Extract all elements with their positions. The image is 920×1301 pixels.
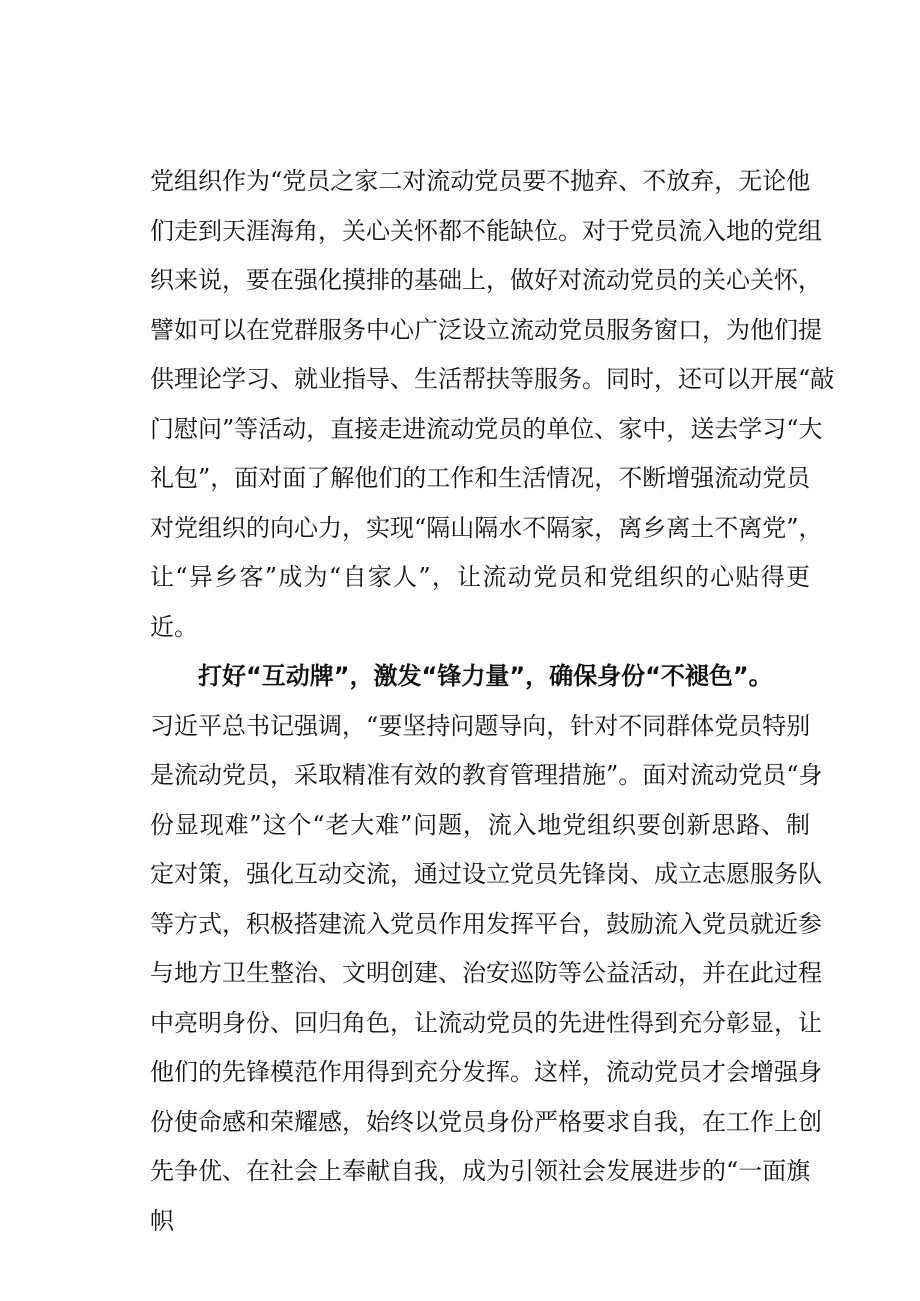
paragraph-line: 份显现难”这个“老大难”问题，流入地党组织要创新思路、制 [150,810,810,839]
paragraph-line: 是流动党员，采取精准有效的教育管理措施”。面对流动党员“身 [150,761,823,789]
paragraph-line: 等方式，积极搭建流入党员作用发挥平台，鼓励流入党员就近参 [150,909,822,938]
paragraph-line: 中亮明身份、回归角色，让流动党员的先进性得到充分彰显，让 [150,1008,822,1037]
paragraph-line: 习近平总书记强调，“要坚持问题导向，针对不同群体党员特别 [150,711,811,740]
paragraph-line: 让“异乡客”成为“自家人”，让流动党员和党组织的心贴得更 [150,563,810,591]
paragraph-line: 对党组织的向心力，实现“隔山隔水不隔家，离乡离土不离党”， [150,513,823,542]
section-heading: 打好“互动牌”，激发“锋力量”，确保身份“不褪色”。 [198,662,773,690]
paragraph-line: 织来说，要在强化摸排的基础上，做好对流动党员的关心关怀， [150,266,822,294]
paragraph-line: 礼包”，面对面了解他们的工作和生活情况，不断增强流动党员 [150,464,811,492]
paragraph-line: 份使命感和荣耀感，始终以党员身份严格要求自我，在工作上创 [150,1107,822,1136]
paragraph-line: 定对策，强化互动交流，通过设立党员先锋岗、成立志愿服务队 [150,860,822,888]
paragraph-line: 党组织作为“党员之家二对流动党员要不抛弃、不放弃，无论他 [150,167,811,195]
paragraph-line: 门慰问”等活动，直接走进流动党员的单位、家中，送去学习“大 [150,414,823,443]
paragraph-line: 近。 [150,612,198,641]
paragraph-line: 先争优、在社会上奉献自我，成为引领社会发展进步的“一面旗 [150,1157,811,1185]
paragraph-line: 们走到天涯海角，关心关怀都不能缺位。对于党员流入地的党组 [150,216,822,245]
paragraph-line: 他们的先锋模范作用得到充分发挥。这样，流动党员才会增强身 [150,1058,822,1086]
paragraph-2 [150,652,823,1246]
paragraph-1 [150,157,835,652]
paragraph-line: 供理论学习、就业指导、生活帮扶等服务。同时，还可以开展“敲 [150,365,835,393]
paragraph-line: 帜 [150,1206,174,1235]
paragraph-line: 与地方卫生整治、文明创建、治安巡防等公益活动，并在此过程 [150,959,822,987]
paragraph-line: 譬如可以在党群服务中心广泛设立流动党员服务窗口，为他们提 [150,315,822,344]
